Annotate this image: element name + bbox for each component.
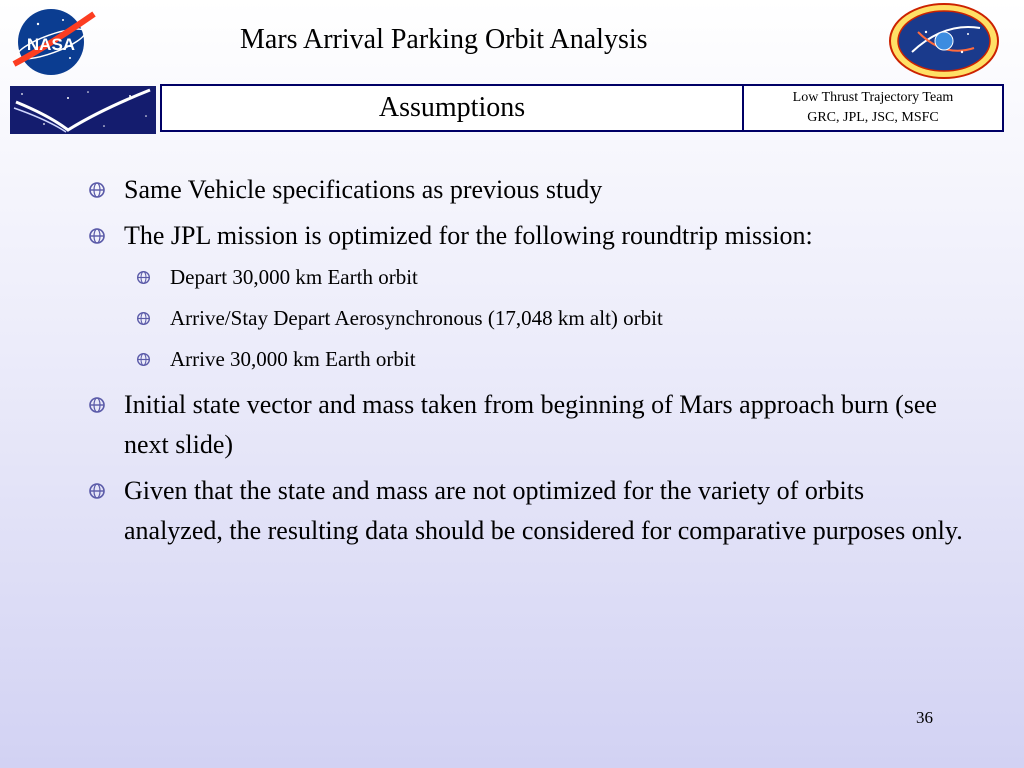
crosshair-globe-icon <box>88 385 124 425</box>
section-title: Assumptions <box>162 86 744 130</box>
section-header-box <box>160 84 1004 132</box>
division-logo <box>888 2 1000 80</box>
list-item <box>88 471 968 551</box>
crosshair-globe-icon <box>88 170 124 210</box>
crosshair-globe-icon <box>88 216 124 256</box>
sub-bullet-text: Depart 30,000 km Earth orbit <box>170 265 418 289</box>
list-item <box>88 216 968 256</box>
bullet-text: Initial state vector and mass taken from beginning of Mars approach burn (see next slide) <box>124 390 937 459</box>
team-info <box>744 86 1002 130</box>
list-item <box>136 344 968 374</box>
sub-bullet-text: Arrive 30,000 km Earth orbit <box>170 347 416 371</box>
crosshair-globe-icon <box>136 344 170 374</box>
bullet-text: Same Vehicle specifications as previous study <box>124 175 603 204</box>
crosshair-globe-icon <box>136 262 170 292</box>
crosshair-globe-icon <box>88 471 124 511</box>
list-item <box>88 170 968 210</box>
sub-bullet-text: Arrive/Stay Depart Aerosynchronous (17,048 km alt) orbit <box>170 306 663 330</box>
team-centers: GRC, JPL, JSC, MSFC <box>807 110 939 125</box>
team-name: Low Thrust Trajectory Team <box>792 90 954 105</box>
bullet-text: Given that the state and mass are not optimized for the variety of orbits analyzed, the resulting data should be considered for comparative purposes only. <box>124 476 963 545</box>
list-item <box>136 303 968 333</box>
page-number: 36 <box>916 708 933 727</box>
crosshair-globe-icon <box>136 303 170 333</box>
bullet-list <box>88 170 968 557</box>
svg-text:NASA: NASA <box>26 35 76 54</box>
list-item <box>136 262 968 292</box>
nasa-logo <box>8 6 98 78</box>
bullet-text: The JPL mission is optimized for the following roundtrip mission: <box>124 221 813 250</box>
list-item <box>88 385 968 465</box>
slide-title: Mars Arrival Parking Orbit Analysis <box>240 24 648 55</box>
swoosh-banner <box>10 86 156 134</box>
